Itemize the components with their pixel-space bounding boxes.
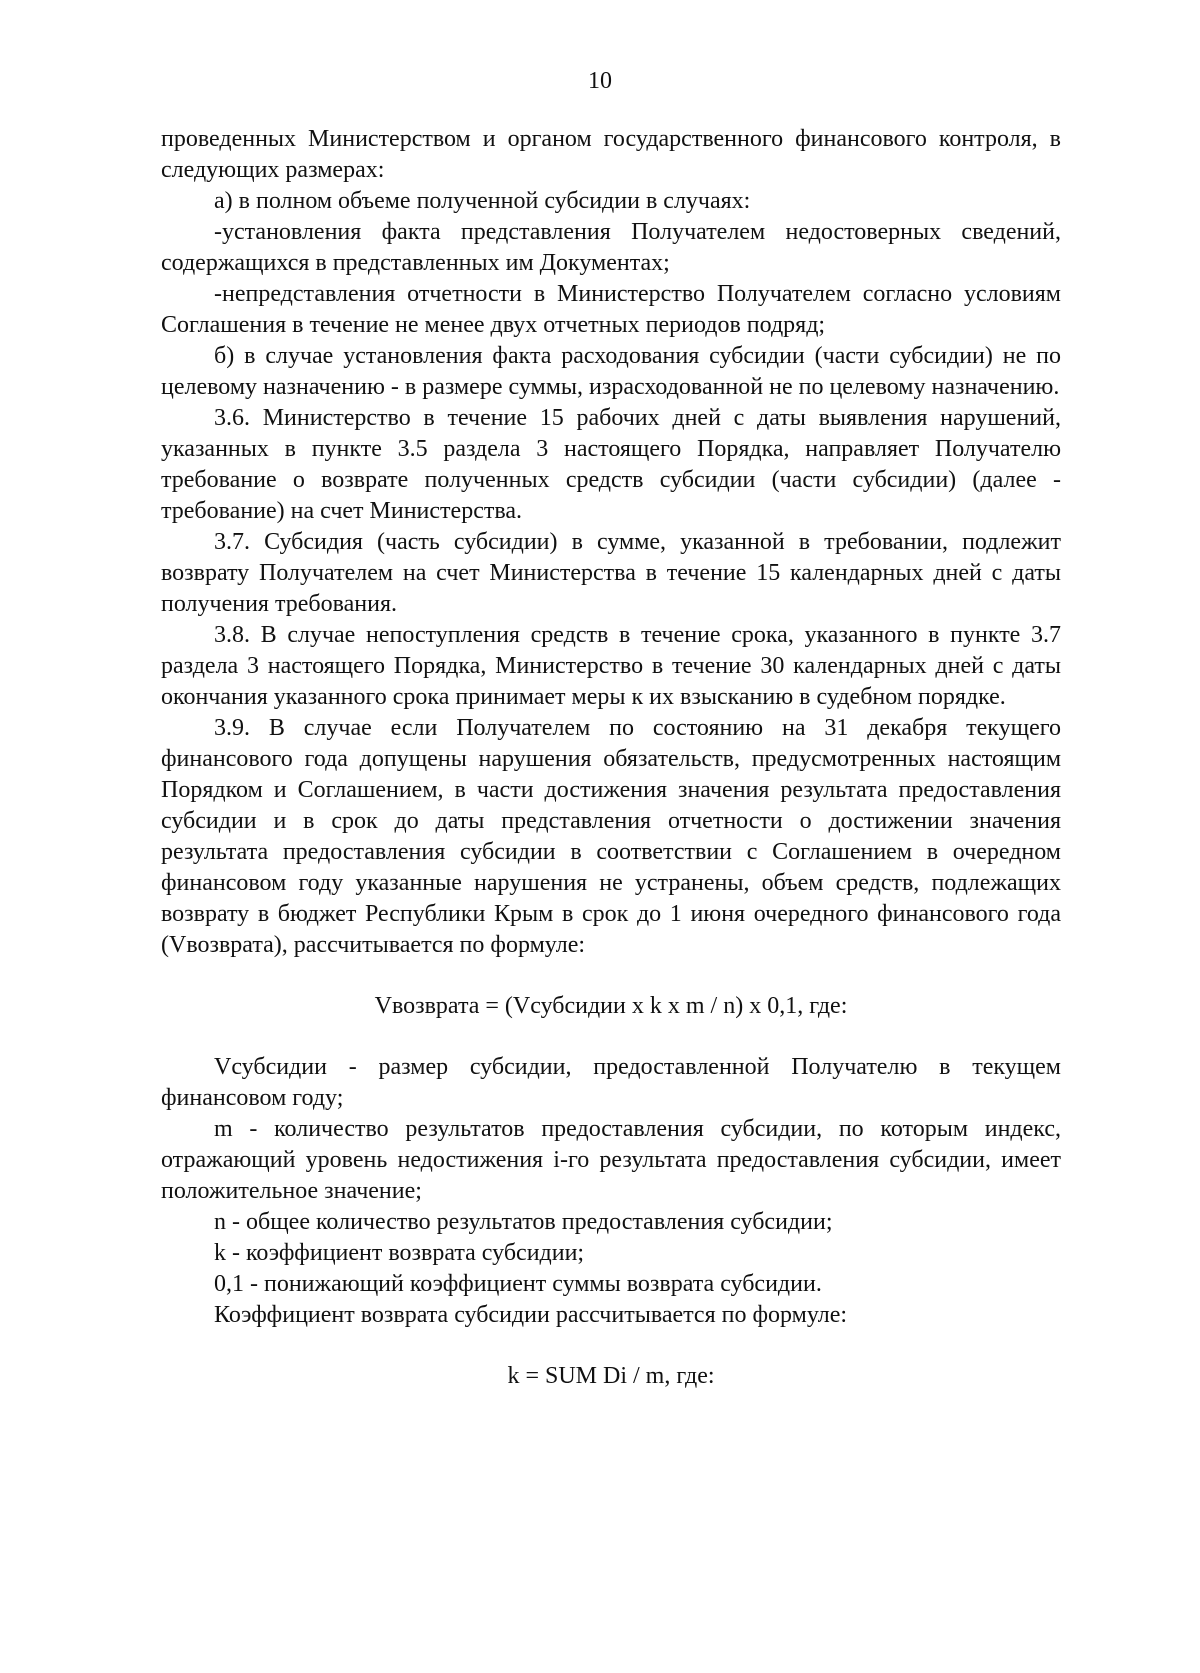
paragraph-3-8: 3.8. В случае непоступления средств в течение срока, указанного в пункте 3.7 раздела 3 настоящего Порядка, Министерство в течение 30 календарных дней с даты окончания указанного срока принимает меры к их взысканию в судебном порядке. [161,622,1061,710]
formula-return-volume: Vвозврата = (Vсубсидии x k x m / n) x 0,1, где: [374,993,848,1019]
formula-coefficient-k: k = SUM Di / m, где: [507,1363,715,1389]
paragraph-3-7: 3.7. Субсидия (часть субсидии) в сумме, указанной в требовании, подлежит возврату Получателем на счет Министерства в течение 15 календарных дней с даты получения требования. [161,529,1061,617]
page-number: 10 [588,68,612,94]
definition-reduction-coefficient: 0,1 - понижающий коэффициент суммы возврата субсидии. [214,1271,822,1297]
document-body [161,124,1061,1392]
definition-k: k - коэффициент возврата субсидии; [214,1240,585,1266]
paragraph-3-9: 3.9. В случае если Получателем по состоянию на 31 декабря текущего финансового года допущены нарушения обязательств, предусмотренных настоящим Порядком и Соглашением, в части достижения значения результата предоставления субсидии и в срок до даты представления отчетности о достижении значения результата предоставления субсидии в соответствии с Соглашением в очередном финансовом году указанные нарушения не устранены, объем средств, подлежащих возврату в бюджет Республики Крым в срок до 1 июня очередного финансового года (Vвозврата), рассчитывается по формуле: [161,715,1061,958]
paragraph-item-a: а) в полном объеме полученной субсидии в случаях: [214,188,751,214]
paragraph-coefficient-intro: Коэффициент возврата субсидии рассчитывается по формуле: [214,1302,848,1328]
paragraph-item-b: б) в случае установления факта расходования субсидии (части субсидии) не по целевому назначению - в размере суммы, израсходованной не по целевому назначению. [161,343,1061,400]
paragraph-continuation: проведенных Министерством и органом государственного финансового контроля, в следующих размерах: [161,126,1061,183]
definition-v-subsidy: Vсубсидии - размер субсидии, предоставленной Получателю в текущем финансовом году; [161,1054,1061,1111]
definition-n: n - общее количество результатов предоставления субсидии; [214,1209,833,1235]
definition-m: m - количество результатов предоставления субсидии, по которым индекс, отражающий уровень недостижения i-го результата предоставления субсидии, имеет положительное значение; [161,1116,1061,1204]
paragraph-3-6: 3.6. Министерство в течение 15 рабочих дней с даты выявления нарушений, указанных в пункте 3.5 раздела 3 настоящего Порядка, направляет Получателю требование о возврате полученных средств субсидии (части субсидии) (далее - требование) на счет Министерства. [161,405,1061,524]
paragraph-bullet-no-reports: -непредставления отчетности в Министерство Получателем согласно условиям Соглашения в течение не менее двух отчетных периодов подряд; [161,281,1061,338]
paragraph-bullet-false-info: -установления факта представления Получателем недостоверных сведений, содержащихся в представленных им Документах; [161,219,1061,276]
